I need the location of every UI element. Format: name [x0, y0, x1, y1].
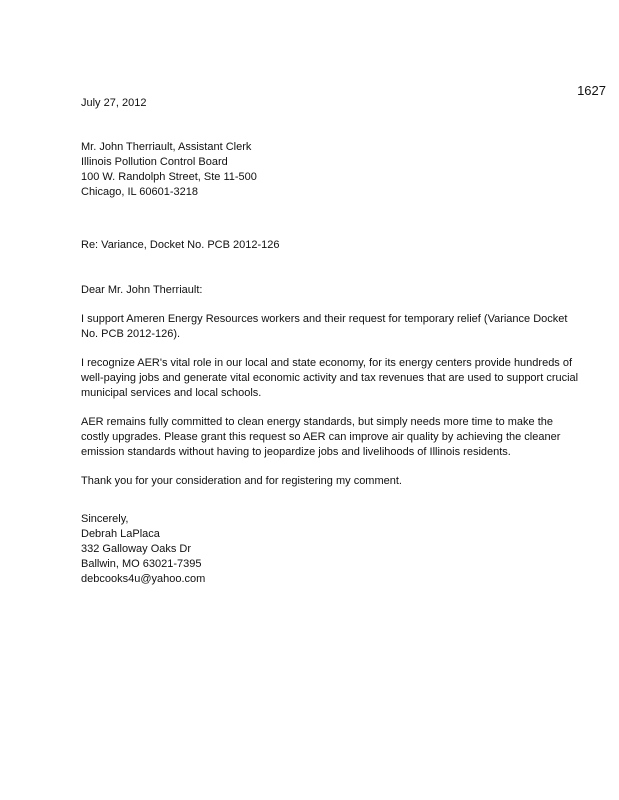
- letter-body: [81, 96, 581, 587]
- signer-city: Ballwin, MO 63021-7395: [81, 558, 202, 570]
- recipient-address: [81, 140, 581, 200]
- recipient-line: 100 W. Randolph Street, Ste 11-500: [81, 171, 257, 183]
- salutation: Dear Mr. John Therriault:: [81, 284, 203, 296]
- signature-block: [81, 512, 581, 587]
- paragraph: I recognize AER's vital role in our local and state economy, for its energy centers provide hundreds of well-paying jobs and generate vital economic activity and tax revenues that are used to support crucial municipal services and local schools.: [81, 357, 579, 399]
- letter-date: July 27, 2012: [81, 97, 147, 109]
- recipient-line: Mr. John Therriault, Assistant Clerk: [81, 141, 252, 153]
- paragraph: AER remains fully committed to clean energy standards, but simply needs more time to make the costly upgrades. Please grant this request so AER can improve air quality by achieving the cleaner emission standards without having to jeopardize jobs and livelihoods of Illinois residents.: [81, 416, 561, 458]
- signer-email: debcooks4u@yahoo.com: [81, 573, 206, 585]
- signer-street: 332 Galloway Oaks Dr: [81, 543, 192, 555]
- recipient-line: Illinois Pollution Control Board: [81, 156, 228, 168]
- page-number: 1627: [577, 83, 606, 98]
- paragraph: I support Ameren Energy Resources workers and their request for temporary relief (Variance Docket No. PCB 2012-126).: [81, 313, 568, 340]
- re-line: Re: Variance, Docket No. PCB 2012-126: [81, 239, 280, 251]
- signer-name: Debrah LaPlaca: [81, 528, 160, 540]
- signature-closing: Sincerely,: [81, 513, 129, 525]
- recipient-line: Chicago, IL 60601-3218: [81, 186, 199, 198]
- paragraph: Thank you for your consideration and for registering my comment.: [81, 475, 402, 487]
